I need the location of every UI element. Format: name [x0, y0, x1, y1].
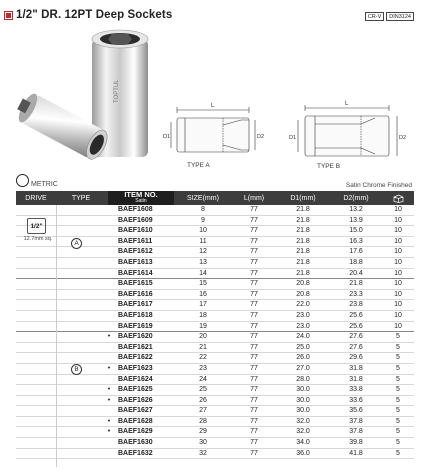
row-dot: • — [107, 396, 111, 404]
table-row — [16, 449, 414, 460]
pack-qty: 5 — [396, 343, 400, 351]
type-a-mark: A — [71, 238, 82, 249]
header-item-sub: Satin — [135, 198, 147, 204]
d1-value: 24.0 — [296, 333, 310, 341]
d2-value: 27.6 — [349, 343, 363, 351]
dim-d2-b: D2 — [399, 135, 407, 141]
pack-qty: 10 — [394, 248, 402, 256]
item-number: BAEF1624 — [118, 375, 153, 383]
size-value: 28 — [199, 417, 207, 425]
d1-value: 21.8 — [296, 258, 310, 266]
size-value: 12 — [199, 248, 207, 256]
length-value: 77 — [250, 290, 258, 298]
item-number: BAEF1625 — [118, 386, 153, 394]
item-number: BAEF1620 — [118, 333, 153, 341]
table-row — [16, 385, 414, 396]
d1-value: 21.8 — [296, 227, 310, 235]
table-row — [16, 332, 414, 343]
item-number: BAEF1615 — [118, 280, 153, 288]
d2-value: 41.8 — [349, 449, 363, 457]
size-value: 32 — [199, 449, 207, 457]
length-value: 77 — [250, 386, 258, 394]
metric-label: METRIC — [31, 181, 58, 188]
pack-qty: 10 — [394, 280, 402, 288]
d1-value: 21.8 — [296, 216, 310, 224]
pack-qty: 10 — [394, 258, 402, 266]
d2-value: 16.3 — [349, 237, 363, 245]
dim-d1-b: D1 — [289, 135, 297, 141]
table-row — [16, 226, 414, 237]
pack-qty: 5 — [396, 396, 400, 404]
size-value: 25 — [199, 386, 207, 394]
pack-qty: 10 — [394, 206, 402, 213]
header-pack-icon — [382, 191, 414, 205]
size-value: 20 — [199, 333, 207, 341]
item-number: BAEF1622 — [118, 354, 153, 362]
product-photo — [12, 25, 162, 165]
length-value: 77 — [250, 343, 258, 351]
item-number: BAEF1632 — [118, 449, 153, 457]
pack-qty: 10 — [394, 290, 402, 298]
length-value: 77 — [250, 333, 258, 341]
length-value: 77 — [250, 258, 258, 266]
table-row — [16, 290, 414, 301]
metric-circle-icon — [16, 174, 29, 187]
pack-qty: 10 — [394, 301, 402, 309]
d1-value: 25.0 — [296, 343, 310, 351]
d2-value: 33.8 — [349, 386, 363, 394]
d2-value: 17.6 — [349, 248, 363, 256]
d1-value: 23.0 — [296, 311, 310, 319]
d2-value: 23.3 — [349, 290, 363, 298]
size-value: 16 — [199, 290, 207, 298]
table-row — [16, 311, 414, 322]
table-row — [16, 417, 414, 428]
item-number: BAEF1628 — [118, 417, 153, 425]
item-number: BAEF1627 — [118, 407, 153, 415]
item-number: BAEF1621 — [118, 343, 153, 351]
type-a-label: TYPE A — [187, 162, 210, 169]
type-a-drawing — [171, 107, 255, 152]
length-value: 77 — [250, 354, 258, 362]
d2-value: 21.8 — [349, 280, 363, 288]
length-value: 77 — [250, 206, 258, 213]
size-value: 21 — [199, 343, 207, 351]
d2-value: 37.8 — [349, 417, 363, 425]
item-number: BAEF1629 — [118, 428, 153, 436]
d2-value: 33.6 — [349, 396, 363, 404]
d1-value: 21.8 — [296, 206, 310, 213]
dimension-diagram — [165, 98, 420, 173]
d1-value: 21.8 — [296, 237, 310, 245]
size-value: 15 — [199, 280, 207, 288]
d1-value: 36.0 — [296, 449, 310, 457]
item-number: BAEF1626 — [118, 396, 153, 404]
length-value: 77 — [250, 216, 258, 224]
table-row — [16, 343, 414, 354]
length-value: 77 — [250, 237, 258, 245]
d2-value: 39.8 — [349, 439, 363, 447]
length-value: 77 — [250, 439, 258, 447]
table-row — [16, 269, 414, 280]
d1-value: 26.0 — [296, 354, 310, 362]
d1-value: 21.8 — [296, 269, 310, 277]
item-number: BAEF1618 — [118, 311, 153, 319]
length-value: 77 — [250, 449, 258, 457]
table-row — [16, 396, 414, 407]
d1-value: 23.0 — [296, 322, 310, 330]
pack-qty: 5 — [396, 333, 400, 341]
d1-value: 22.0 — [296, 301, 310, 309]
length-value: 77 — [250, 322, 258, 330]
pack-qty: 10 — [394, 311, 402, 319]
d2-value: 20.4 — [349, 269, 363, 277]
item-number: BAEF1617 — [118, 301, 153, 309]
pack-qty: 5 — [396, 428, 400, 436]
type-b-mark: B — [71, 364, 82, 375]
dim-l-a: L — [211, 103, 215, 109]
table-row — [16, 427, 414, 438]
d2-value: 37.8 — [349, 428, 363, 436]
pack-qty: 5 — [396, 386, 400, 394]
pack-qty: 10 — [394, 269, 402, 277]
size-value: 30 — [199, 439, 207, 447]
dim-d1-a: D1 — [163, 134, 171, 140]
header-item-label: ITEM NO. — [124, 190, 158, 199]
row-dot: • — [107, 417, 111, 425]
length-value: 77 — [250, 301, 258, 309]
d2-value: 23.8 — [349, 301, 363, 309]
d2-value: 31.8 — [349, 364, 363, 372]
item-number: BAEF1608 — [118, 206, 153, 213]
header-l: L(mm) — [243, 194, 265, 202]
size-value: 27 — [199, 407, 207, 415]
header-type: TYPE — [71, 194, 91, 202]
d1-value: 30.0 — [296, 407, 310, 415]
d1-value: 30.0 — [296, 386, 310, 394]
item-number: BAEF1623 — [118, 364, 153, 372]
badge-din: DIN3124 — [386, 12, 414, 21]
d1-value: 20.8 — [296, 280, 310, 288]
page-title: 1/2" DR. 12PT Deep Sockets — [16, 9, 173, 21]
row-dot: • — [107, 364, 111, 372]
d2-value: 31.8 — [349, 375, 363, 383]
length-value: 77 — [250, 227, 258, 235]
pack-qty: 10 — [394, 216, 402, 224]
d2-value: 13.9 — [349, 216, 363, 224]
item-number: BAEF1613 — [118, 258, 153, 266]
size-value: 18 — [199, 311, 207, 319]
table-row — [16, 375, 414, 386]
pack-qty: 10 — [394, 237, 402, 245]
d2-value: 29.6 — [349, 354, 363, 362]
d1-value: 28.0 — [296, 375, 310, 383]
d1-value: 32.0 — [296, 417, 310, 425]
pack-qty: 10 — [394, 227, 402, 235]
size-value: 9 — [201, 216, 205, 224]
drive-divider — [56, 205, 57, 467]
finish-label: Satin Chrome Finished — [345, 182, 412, 189]
d1-value: 27.0 — [296, 364, 310, 372]
size-value: 29 — [199, 428, 207, 436]
bullet-square-icon — [4, 11, 13, 20]
pack-qty: 5 — [396, 407, 400, 415]
item-number: BAEF1614 — [118, 269, 153, 277]
d2-value: 35.6 — [349, 407, 363, 415]
length-value: 77 — [250, 311, 258, 319]
item-number: BAEF1610 — [118, 227, 153, 235]
d2-value: 27.6 — [349, 333, 363, 341]
length-value: 77 — [250, 417, 258, 425]
table-row — [16, 438, 414, 449]
size-value: 19 — [199, 322, 207, 330]
item-number: BAEF1611 — [118, 237, 153, 245]
item-number: BAEF1612 — [118, 248, 153, 256]
d1-value: 30.0 — [296, 396, 310, 404]
size-value: 26 — [199, 396, 207, 404]
header-d2: D2(mm) — [343, 194, 369, 202]
table-row — [16, 322, 414, 333]
row-dot: • — [107, 428, 111, 436]
d1-value: 20.8 — [296, 290, 310, 298]
type-b-drawing — [298, 105, 397, 156]
table-row — [16, 279, 414, 290]
size-value: 11 — [199, 237, 207, 245]
table-row — [16, 353, 414, 364]
table-row — [16, 205, 414, 216]
table-row — [16, 258, 414, 269]
header-drive: DRIVE — [25, 194, 47, 202]
length-value: 77 — [250, 396, 258, 404]
d2-value: 18.8 — [349, 258, 363, 266]
title-bar — [4, 7, 172, 23]
size-value: 8 — [201, 206, 205, 213]
item-number: BAEF1609 — [118, 216, 153, 224]
pack-qty: 5 — [396, 439, 400, 447]
pack-qty: 5 — [396, 449, 400, 457]
length-value: 77 — [250, 375, 258, 383]
dim-l-b: L — [345, 101, 349, 107]
size-value: 23 — [199, 364, 207, 372]
length-value: 77 — [250, 428, 258, 436]
item-number: BAEF1616 — [118, 290, 153, 298]
length-value: 77 — [250, 269, 258, 277]
size-value: 10 — [199, 227, 207, 235]
table-row — [16, 216, 414, 227]
length-value: 77 — [250, 248, 258, 256]
box-icon — [393, 194, 404, 203]
dim-d2-a: D2 — [257, 134, 265, 140]
pack-qty: 5 — [396, 364, 400, 372]
pack-qty: 10 — [394, 322, 402, 330]
d1-value: 21.8 — [296, 248, 310, 256]
metric-row — [16, 174, 416, 190]
table-row — [16, 300, 414, 311]
length-value: 77 — [250, 364, 258, 372]
svg-text:TOPTUL: TOPTUL — [114, 79, 120, 103]
pack-qty: 5 — [396, 354, 400, 362]
drive-caption: 12.7mm sq. — [23, 236, 53, 242]
size-value: 22 — [199, 354, 207, 362]
table-header — [16, 191, 414, 205]
badge-crv: CR-V — [365, 12, 384, 21]
size-value: 17 — [199, 301, 207, 309]
d1-value: 32.0 — [296, 428, 310, 436]
drive-square-icon: 1/2" — [27, 218, 46, 234]
length-value: 77 — [250, 407, 258, 415]
size-value: 13 — [199, 258, 207, 266]
size-value: 14 — [199, 269, 207, 277]
row-dot: • — [107, 386, 111, 394]
header-item — [108, 191, 174, 205]
size-value: 24 — [199, 375, 207, 383]
d2-value: 25.6 — [349, 311, 363, 319]
type-b-label: TYPE B — [317, 163, 341, 170]
table-row — [16, 406, 414, 417]
d1-value: 34.0 — [296, 439, 310, 447]
item-number: BAEF1630 — [118, 439, 153, 447]
header-size: SIZE(mm) — [187, 194, 219, 202]
row-dot: • — [107, 333, 111, 341]
spec-badges — [365, 12, 414, 21]
d2-value: 13.2 — [349, 206, 363, 213]
pack-qty: 5 — [396, 417, 400, 425]
d2-value: 25.6 — [349, 322, 363, 330]
d2-value: 15.0 — [349, 227, 363, 235]
header-d1: D1(mm) — [290, 194, 316, 202]
pack-qty: 5 — [396, 375, 400, 383]
length-value: 77 — [250, 280, 258, 288]
item-number: BAEF1619 — [118, 322, 153, 330]
